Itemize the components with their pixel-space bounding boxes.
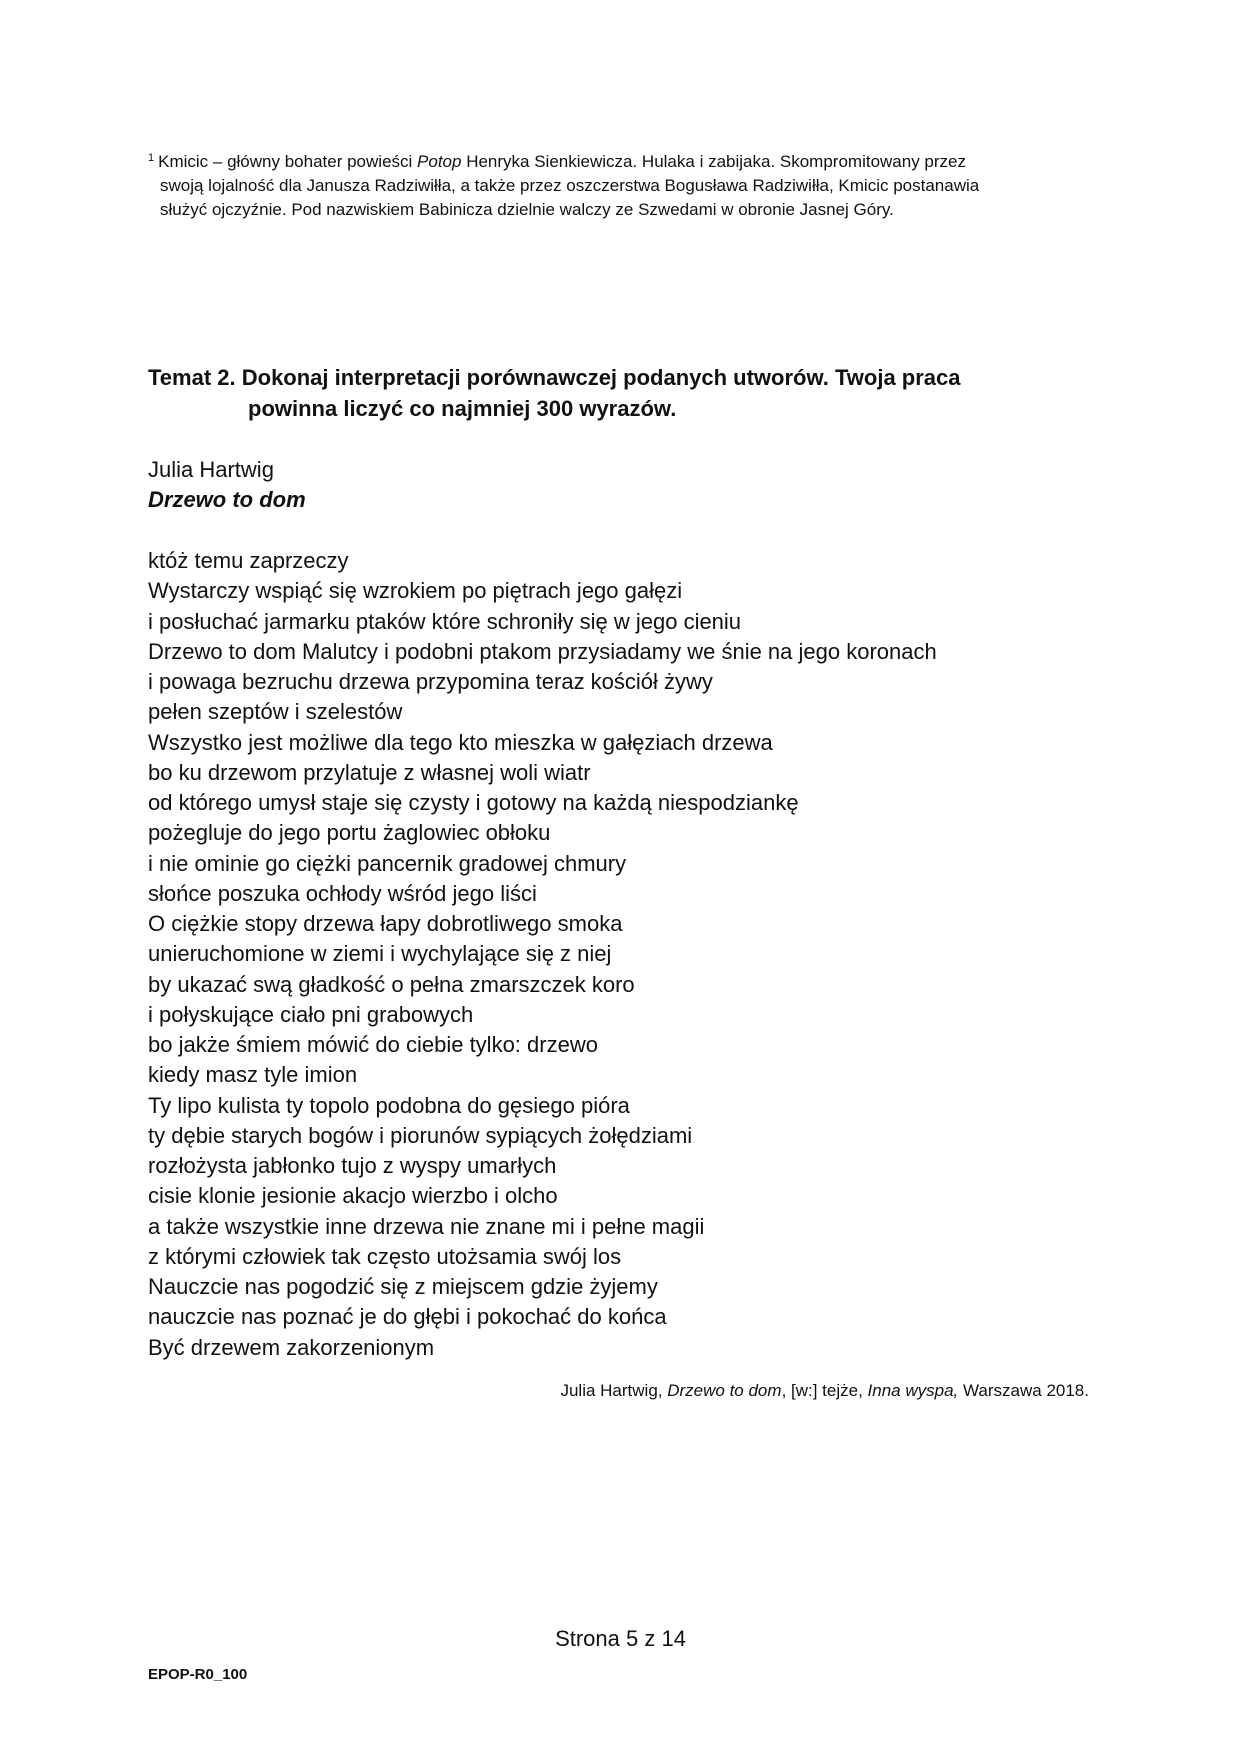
source-citation — [560, 1379, 1089, 1403]
footnote-number: 1 — [148, 152, 155, 164]
topic-line-2: powinna liczyć co najmniej 300 wyrazów. — [248, 396, 677, 421]
poem-line: słońce poszuka ochłody wśród jego liści — [148, 880, 537, 906]
page-number: Strona 5 z 14 — [555, 1626, 686, 1651]
poem-body — [148, 546, 937, 1363]
footnote-book-title: Potop — [417, 152, 462, 171]
poem-line: nauczcie nas poznać je do głębi i pokochać do końca — [148, 1304, 667, 1330]
topic-line-1: Temat 2. Dokonaj interpretacji porównawczej podanych utworów. Twoja praca — [148, 365, 961, 390]
poem-line: i posłuchać jarmarku ptaków które schroniły się w jego cieniu — [148, 608, 742, 634]
poem-author: Julia Hartwig — [148, 457, 274, 482]
poem-line: któż temu zaprzeczy — [148, 548, 349, 573]
poem-line: Ty lipo kulista ty topolo podobna do gęsiego pióra — [148, 1092, 630, 1118]
poem-line: i powaga bezruchu drzewa przypomina teraz kościół żywy — [148, 669, 713, 694]
poem-line: cisie klonie jesionie akacjo wierzbo i olcho — [148, 1183, 558, 1209]
source-author: Julia Hartwig, — [560, 1381, 668, 1400]
poem-line: pożegluje do jego portu żaglowiec obłoku — [148, 820, 551, 846]
footnote-text-1a: Kmicic – główny bohater powieści — [158, 152, 418, 171]
poem-line: bo ku drzewom przylatuje z własnej woli wiatr — [148, 759, 591, 785]
poem-line: z którymi człowiek tak często utożsamia swój los — [148, 1243, 622, 1269]
source-mid: , [w:] tejże, — [781, 1381, 868, 1400]
source-end: Warszawa 2018. — [958, 1381, 1089, 1400]
poem-line: od którego umysł staje się czysty i gotowy na każdą niespodziankę — [148, 790, 799, 815]
source-title: Drzewo to dom — [667, 1381, 782, 1400]
poem-line: Wszystko jest możliwe dla tego kto mieszka w gałęziach drzewa — [148, 729, 773, 755]
document-code: EPOP-R0_100 — [148, 1666, 248, 1683]
poem-line: pełen szeptów i szelestów — [148, 699, 403, 725]
footnote-text-1b: Henryka Sienkiewicza. Hulaka i zabijaka. Skompromitowany przez — [461, 152, 967, 171]
poem-line: O ciężkie stopy drzewa łapy dobrotliwego smoka — [148, 911, 623, 936]
poem-line: rozłożysta jabłonko tujo z wyspy umarłych — [148, 1153, 557, 1178]
source-book: Inna wyspa, — [867, 1381, 959, 1400]
poem-line: a także wszystkie inne drzewa nie znane mi i pełne magii — [148, 1213, 705, 1239]
footnote — [148, 146, 1088, 222]
footnote-line-2: swoją lojalność dla Janusza Radziwiłła, a także przez oszczerstwa Bogusława Radziwiłła, Kmicic postanawia — [160, 176, 980, 195]
poem-line: kiedy masz tyle imion — [148, 1062, 358, 1088]
poem-line: ty dębie starych bogów i piorunów sypiących żołędziami — [148, 1122, 693, 1148]
poem-line: unieruchomione w ziemi i wychylające się z niej — [148, 941, 612, 967]
poem-line: Nauczcie nas pogodzić się z miejscem gdzie żyjemy — [148, 1274, 658, 1299]
poem-line: Drzewo to dom Malutcy i podobni ptakom przysiadamy we śnie na jego koronach — [148, 638, 937, 664]
poem-line: Wystarczy wspiąć się wzrokiem po piętrach jego gałęzi — [148, 578, 683, 604]
footnote-line-3: służyć ojczyźnie. Pod nazwiskiem Babinicza dzielnie walczy ze Szwedami w obronie Jasnej Góry. — [160, 200, 894, 219]
poem-title: Drzewo to dom — [148, 487, 306, 512]
topic-heading — [148, 362, 961, 424]
poem-line: Być drzewem zakorzenionym — [148, 1334, 435, 1360]
poem-line: i nie ominie go ciężki pancernik gradowej chmury — [148, 850, 627, 876]
poem-line: i połyskujące ciało pni grabowych — [148, 1001, 474, 1027]
footnote-line-1 — [148, 146, 1088, 174]
poem-line: by ukazać swą gładkość o pełna zmarszczek koro — [148, 971, 635, 997]
poem-line: bo jakże śmiem mówić do ciebie tylko: drzewo — [148, 1032, 598, 1057]
